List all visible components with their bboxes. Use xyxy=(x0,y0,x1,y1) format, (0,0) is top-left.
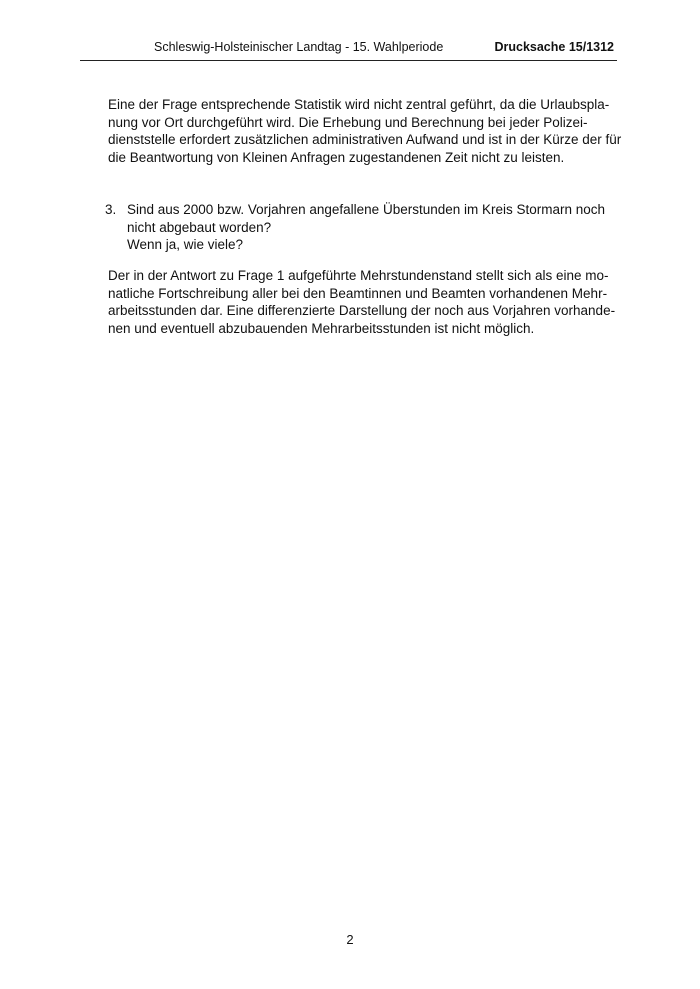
answer-paragraph-2 xyxy=(108,267,628,337)
question-line: Wenn ja, wie viele? xyxy=(127,237,244,252)
paragraph-line: Der in der Antwort zu Frage 1 aufgeführte Mehrstundenstand stellt sich als eine mo- xyxy=(108,268,609,283)
paragraph-line: nung vor Ort durchgeführt wird. Die Erhebung und Berechnung bei jeder Polizei- xyxy=(108,114,588,130)
page-number: 2 xyxy=(346,932,354,947)
question-line: Sind aus 2000 bzw. Vorjahren angefallene Überstunden im Kreis Stormarn noch xyxy=(127,202,606,217)
paragraph-line: dienststelle erfordert zusätzlichen administrativen Aufwand und ist in der Kürze der für xyxy=(108,132,622,147)
header-parliament-title: Schleswig-Holsteinischer Landtag - 15. Wahlperiode xyxy=(154,40,444,54)
paragraph-line: natliche Fortschreibung aller bei den Beamtinnen und Beamten vorhandenen Mehr- xyxy=(108,285,608,301)
paragraph-line: nen und eventuell abzubauenden Mehrarbeitsstunden ist nicht möglich. xyxy=(108,320,535,336)
paragraph-line: die Beantwortung von Kleinen Anfragen zugestandenen Zeit nicht zu leisten. xyxy=(108,149,565,165)
answer-paragraph-1 xyxy=(108,96,628,166)
paragraph-line: arbeitsstunden dar. Eine differenzierte Darstellung der noch aus Vorjahren vorhande- xyxy=(108,303,616,318)
paragraph-line: Eine der Frage entsprechende Statistik wird nicht zentral geführt, da die Urlaubspla- xyxy=(108,97,610,112)
question-text xyxy=(127,201,605,254)
header-document-number: Drucksache 15/1312 xyxy=(494,40,614,54)
page-header xyxy=(80,38,617,61)
question-number: 3. xyxy=(105,202,117,217)
question-line: nicht abgebaut worden? xyxy=(127,219,272,235)
